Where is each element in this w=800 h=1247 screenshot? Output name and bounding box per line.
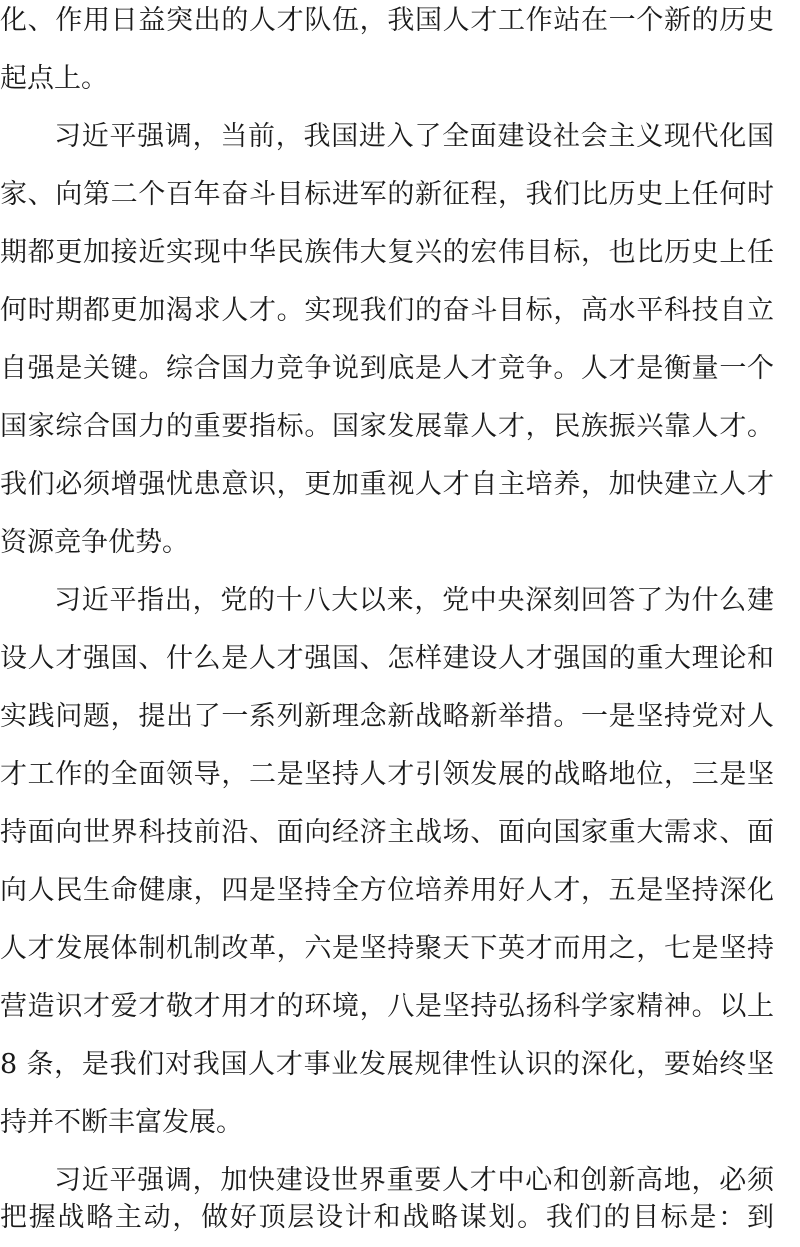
text-line: 家、向第二个百年奋斗目标进军的新征程，我们比历史上任何时 bbox=[0, 179, 774, 210]
text-line: 何时期都更加渴求人才。实现我们的奋斗目标，高水平科技自立 bbox=[0, 295, 774, 326]
paragraph-3-line-7 bbox=[0, 920, 800, 978]
text-line: 把握战略主动，做好顶层设计和战略谋划。我们的目标是：到 bbox=[0, 1202, 774, 1233]
text-line: 持并不断丰富发展。 bbox=[0, 1107, 243, 1138]
text-line: 资源竞争优势。 bbox=[0, 527, 189, 558]
paragraph-3-line-2 bbox=[0, 630, 800, 688]
paragraph-1-line-2 bbox=[0, 50, 800, 108]
paragraph-3-line-5 bbox=[0, 804, 800, 862]
text-line: 设人才强国、什么是人才强国、怎样建设人才强国的重大理论和 bbox=[0, 643, 774, 674]
paragraph-2-line-5 bbox=[0, 340, 800, 398]
text-line: 8 条，是我们对我国人才事业发展规律性认识的深化，要始终坚 bbox=[0, 1049, 774, 1080]
paragraph-3-line-6 bbox=[0, 862, 800, 920]
paragraph-1-line-1 bbox=[0, 0, 800, 50]
paragraph-3-line-1 bbox=[0, 572, 800, 630]
paragraph-3-line-8 bbox=[0, 978, 800, 1036]
paragraph-2-line-3 bbox=[0, 224, 800, 282]
text-line: 起点上。 bbox=[0, 63, 108, 94]
paragraph-3-line-4 bbox=[0, 746, 800, 804]
paragraph-4-line-2 bbox=[0, 1189, 800, 1247]
text-line: 实践问题，提出了一系列新理念新战略新举措。一是坚持党对人 bbox=[0, 701, 774, 732]
text-line: 习近平指出，党的十八大以来，党中央深刻回答了为什么建 bbox=[54, 585, 774, 616]
text-line: 国家综合国力的重要指标。国家发展靠人才，民族振兴靠人才。 bbox=[0, 411, 774, 442]
text-line: 我们必须增强忧患意识，更加重视人才自主培养，加快建立人才 bbox=[0, 469, 774, 500]
text-line: 化、作用日益突出的人才队伍，我国人才工作站在一个新的历史 bbox=[0, 5, 774, 36]
text-line: 习近平强调，当前，我国进入了全面建设社会主义现代化国 bbox=[54, 121, 774, 152]
text-line: 习近平强调，加快建设世界重要人才中心和创新高地，必须 bbox=[54, 1165, 774, 1196]
text-line: 期都更加接近实现中华民族伟大复兴的宏伟目标，也比历史上任 bbox=[0, 237, 774, 268]
paragraph-2-line-7 bbox=[0, 456, 800, 514]
text-line: 营造识才爱才敬才用才的环境，八是坚持弘扬科学家精神。以上 bbox=[0, 991, 774, 1022]
text-line: 才工作的全面领导，二是坚持人才引领发展的战略地位，三是坚 bbox=[0, 759, 774, 790]
paragraph-2-line-6 bbox=[0, 398, 800, 456]
text-line: 向人民生命健康，四是坚持全方位培养用好人才，五是坚持深化 bbox=[0, 875, 774, 906]
text-line: 自强是关键。综合国力竞争说到底是人才竞争。人才是衡量一个 bbox=[0, 353, 774, 384]
paragraph-2-line-8 bbox=[0, 514, 800, 572]
paragraph-2-line-4 bbox=[0, 282, 800, 340]
paragraph-3-line-9 bbox=[0, 1036, 800, 1094]
paragraph-3-line-3 bbox=[0, 688, 800, 746]
paragraph-3-line-10 bbox=[0, 1094, 800, 1152]
paragraph-2-line-1 bbox=[0, 108, 800, 166]
text-line: 持面向世界科技前沿、面向经济主战场、面向国家重大需求、面 bbox=[0, 817, 774, 848]
paragraph-2-line-2 bbox=[0, 166, 800, 224]
text-line: 人才发展体制机制改革，六是坚持聚天下英才而用之，七是坚持 bbox=[0, 933, 774, 964]
